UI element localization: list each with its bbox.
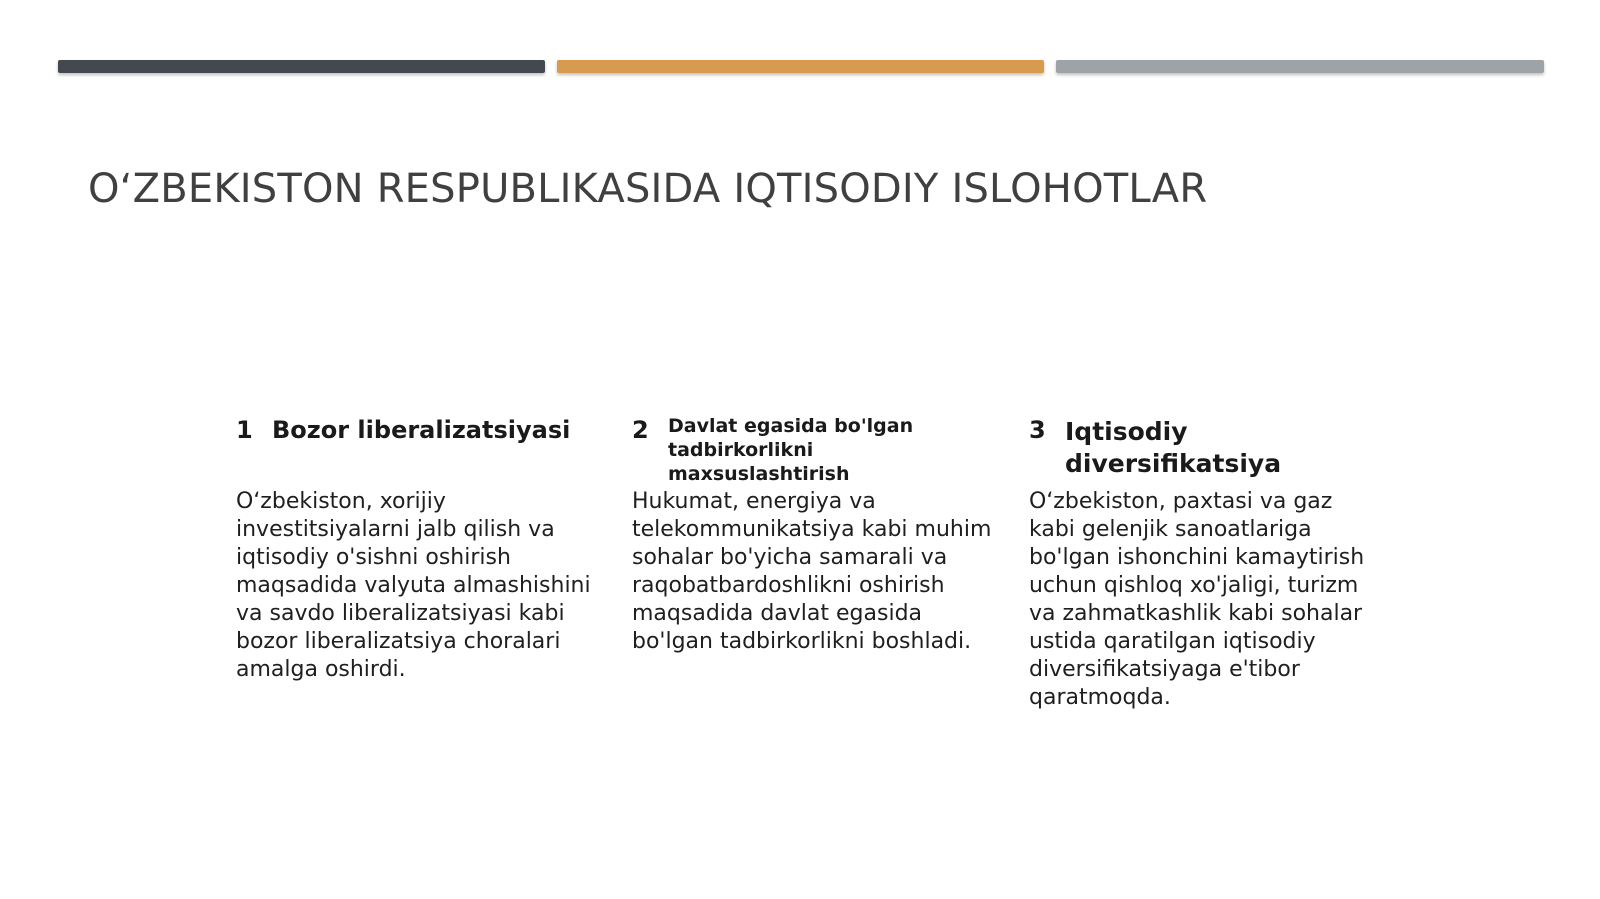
column-title: Bozor liberalizatsiyasi: [272, 416, 571, 444]
accent-bar-dark: [58, 60, 545, 73]
slide-title: O‘ZBEKISTON RESPUBLIKASIDA IQTISODIY ISLOHOTLAR: [88, 166, 1208, 212]
column-number: 2: [632, 416, 649, 444]
column-body: O‘zbekiston, paxtasi va gaz kabi gelenjik sanoatlariga bo'lgan ishonchini kamaytirish uchun qishloq xo'jaligi, turizm va zahmatkashlik kabi sohalar ustida qaratilgan iqtisodiy diversifikatsiyaga e'tibor qaratmoqda.: [1029, 489, 1365, 710]
accent-bar-orange: [557, 60, 1044, 73]
column-header: [236, 416, 596, 488]
column-body: Hukumat, energiya va telekommunikatsiya kabi muhim sohalar bo'yicha samarali va raqobatbardoshlikni oshirish maqsadida davlat egasida bo'lgan tadbirkorlikni boshladi.: [632, 489, 992, 654]
column-number: 1: [236, 416, 253, 444]
column-market-liberalization: [236, 416, 596, 684]
column-number: 3: [1029, 416, 1046, 444]
column-diversification: [1029, 416, 1389, 712]
column-privatization: [632, 416, 992, 656]
column-header: [1029, 416, 1389, 488]
column-body: O‘zbekiston, xorijiy investitsiyalarni jalb qilish va iqtisodiy o'sishni oshirish maqsadida valyuta almashishini va savdo liberalizatsiyasi kabi bozor liberalizatsiya choralari amalga oshirdi.: [236, 489, 591, 682]
accent-bar-gray: [1056, 60, 1544, 73]
column-title: Davlat egasida bo'lgan tadbirkorlikni maxsuslashtirish: [668, 415, 914, 485]
column-title: Iqtisodiy diversifikatsiya: [1065, 417, 1282, 478]
column-header: [632, 416, 992, 488]
